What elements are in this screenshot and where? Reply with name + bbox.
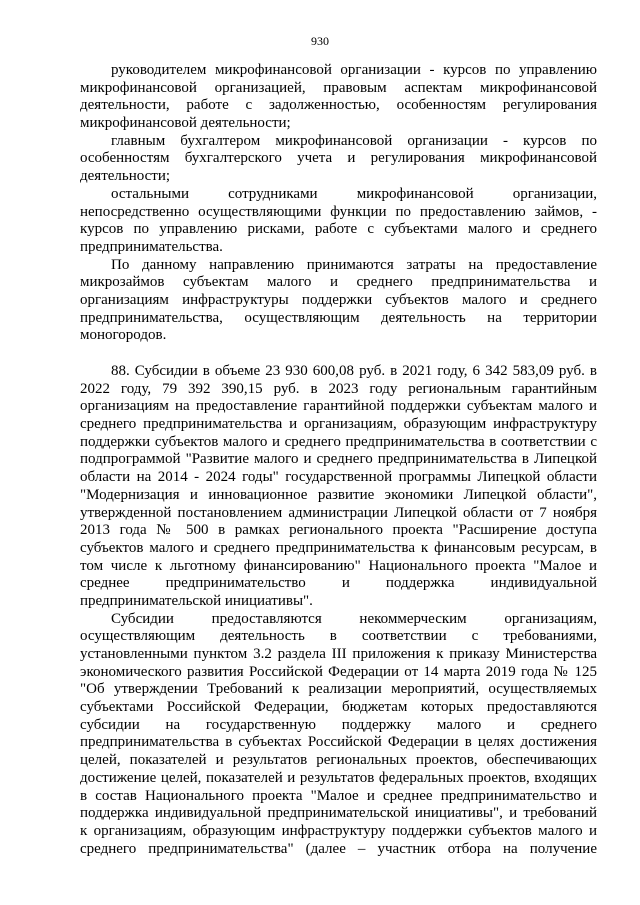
text-line: микрофинансовой организацией, правовым аспектам микрофинансовой [80, 79, 597, 96]
paragraph-spacer [80, 345, 597, 363]
text-line: 2013 года № 500 в рамках регионального проекта "Расширение доступа [80, 522, 597, 539]
text-line: 2022 году, 79 392 390,15 руб. в 2023 году региональным гарантийным [80, 380, 597, 397]
text-line: среднего предпринимательства" (далее – участник отбора на получение [80, 840, 597, 857]
text-line: 88. Субсидии в объеме 23 930 600,08 руб. в 2021 году, 6 342 583,09 руб. в [111, 363, 597, 379]
paragraph [80, 257, 597, 345]
text-line: микрофинансовой деятельности; [80, 115, 291, 132]
text-line: установленными пунктом 3.2 раздела III приложения к приказу Министерства [80, 646, 597, 662]
text-line: том числе к льготному финансированию" Национального проекта "Малое и [80, 557, 597, 574]
text-line: поддержка индивидуальной предпринимательской инициативы", и требований [80, 805, 597, 822]
text-line: среднее предпринимательство и поддержка индивидуальной [80, 575, 597, 592]
text-line: руководителем микрофинансовой организации - курсов по управлению [111, 62, 597, 78]
text-line: предпринимательства, осуществляющим деятельность на территории [80, 309, 597, 326]
text-line: области на 2014 - 2024 годы" государственной программы Липецкой области [80, 469, 597, 486]
text-line: особенностям бухгалтерского учета и регулирования микрофинансовой [80, 150, 597, 167]
text-line: "Модернизация и инновационное развитие экономики Липецкой области", [80, 486, 597, 503]
text-line: субъектов малого и среднего предпринимательства к финансовым ресурсам, в [80, 539, 597, 556]
text-line: субсидии на государственную поддержку малого и среднего [80, 716, 597, 733]
text-line: главным бухгалтером микрофинансовой организации - курсов по [111, 132, 597, 149]
text-line: осуществляющим деятельность в соответствии с требованиями, [80, 628, 597, 645]
text-line: к организациям, образующим инфраструктуру поддержки субъектов малого и [80, 822, 597, 839]
paragraph [80, 611, 597, 859]
page-number: 930 [311, 34, 329, 48]
text-line: микрозаймов субъектам малого и среднего предпринимательства и [80, 274, 597, 291]
text-line: деятельности; [80, 168, 171, 185]
text-line: По данному направлению принимаются затраты на предоставление [111, 256, 597, 273]
paragraph [80, 133, 597, 186]
text-line: предпринимательства. [80, 238, 223, 255]
text-line: организациям инфраструктуры поддержки субъектов малого и среднего [80, 291, 597, 308]
text-line: организациям на предоставление гарантийной поддержки субъектам малого и [80, 398, 597, 415]
text-line: экономического развития Российской Федерации от 14 марта 2019 года № 125 [80, 663, 597, 680]
text-line: среднего предпринимательства и организациям, образующим инфраструктуру [80, 416, 597, 433]
text-line: остальными сотрудниками микрофинансовой организации, [111, 185, 597, 202]
text-line: целей, показателей и результатов региональных проектов, обеспечивающих [80, 752, 597, 769]
text-line: курсов по управлению рисками, работе с субъектами малого и среднего [80, 221, 597, 238]
text-line: субъектами Российской Федерации, бюджетам которых предоставляются [80, 699, 597, 716]
text-line: Субсидии предоставляются некоммерческим организациям, [111, 610, 597, 627]
text-line: моногородов. [80, 327, 167, 344]
text-line: "Об утверждении Требований к реализации мероприятий, осуществляемых [80, 681, 597, 698]
document-body [80, 62, 597, 858]
text-line: предпринимательской инициативы". [80, 592, 313, 609]
paragraph [80, 62, 597, 133]
text-line: деятельности, работе с задолженностью, особенностям регулирования [80, 97, 597, 114]
text-line: достижение целей, показателей и результатов федеральных проектов, входящих [80, 769, 597, 786]
text-line: непосредственно осуществляющими функции по предоставлению займов, - [80, 203, 597, 220]
text-line: подпрограммой "Развитие малого и среднего предпринимательства в Липецкой [80, 451, 597, 468]
paragraph [80, 186, 597, 257]
text-line: утвержденной постановлением администрации Липецкой области от 7 ноября [80, 504, 597, 521]
text-line: поддержки субъектов малого и среднего предпринимательства в соответствии с [80, 433, 597, 450]
paragraph [80, 363, 597, 611]
text-line: в состав Национального проекта "Малое и среднее предпринимательство и [80, 787, 597, 804]
text-line: предпринимательства в субъектах Российской Федерации в целях достижения [80, 734, 597, 751]
